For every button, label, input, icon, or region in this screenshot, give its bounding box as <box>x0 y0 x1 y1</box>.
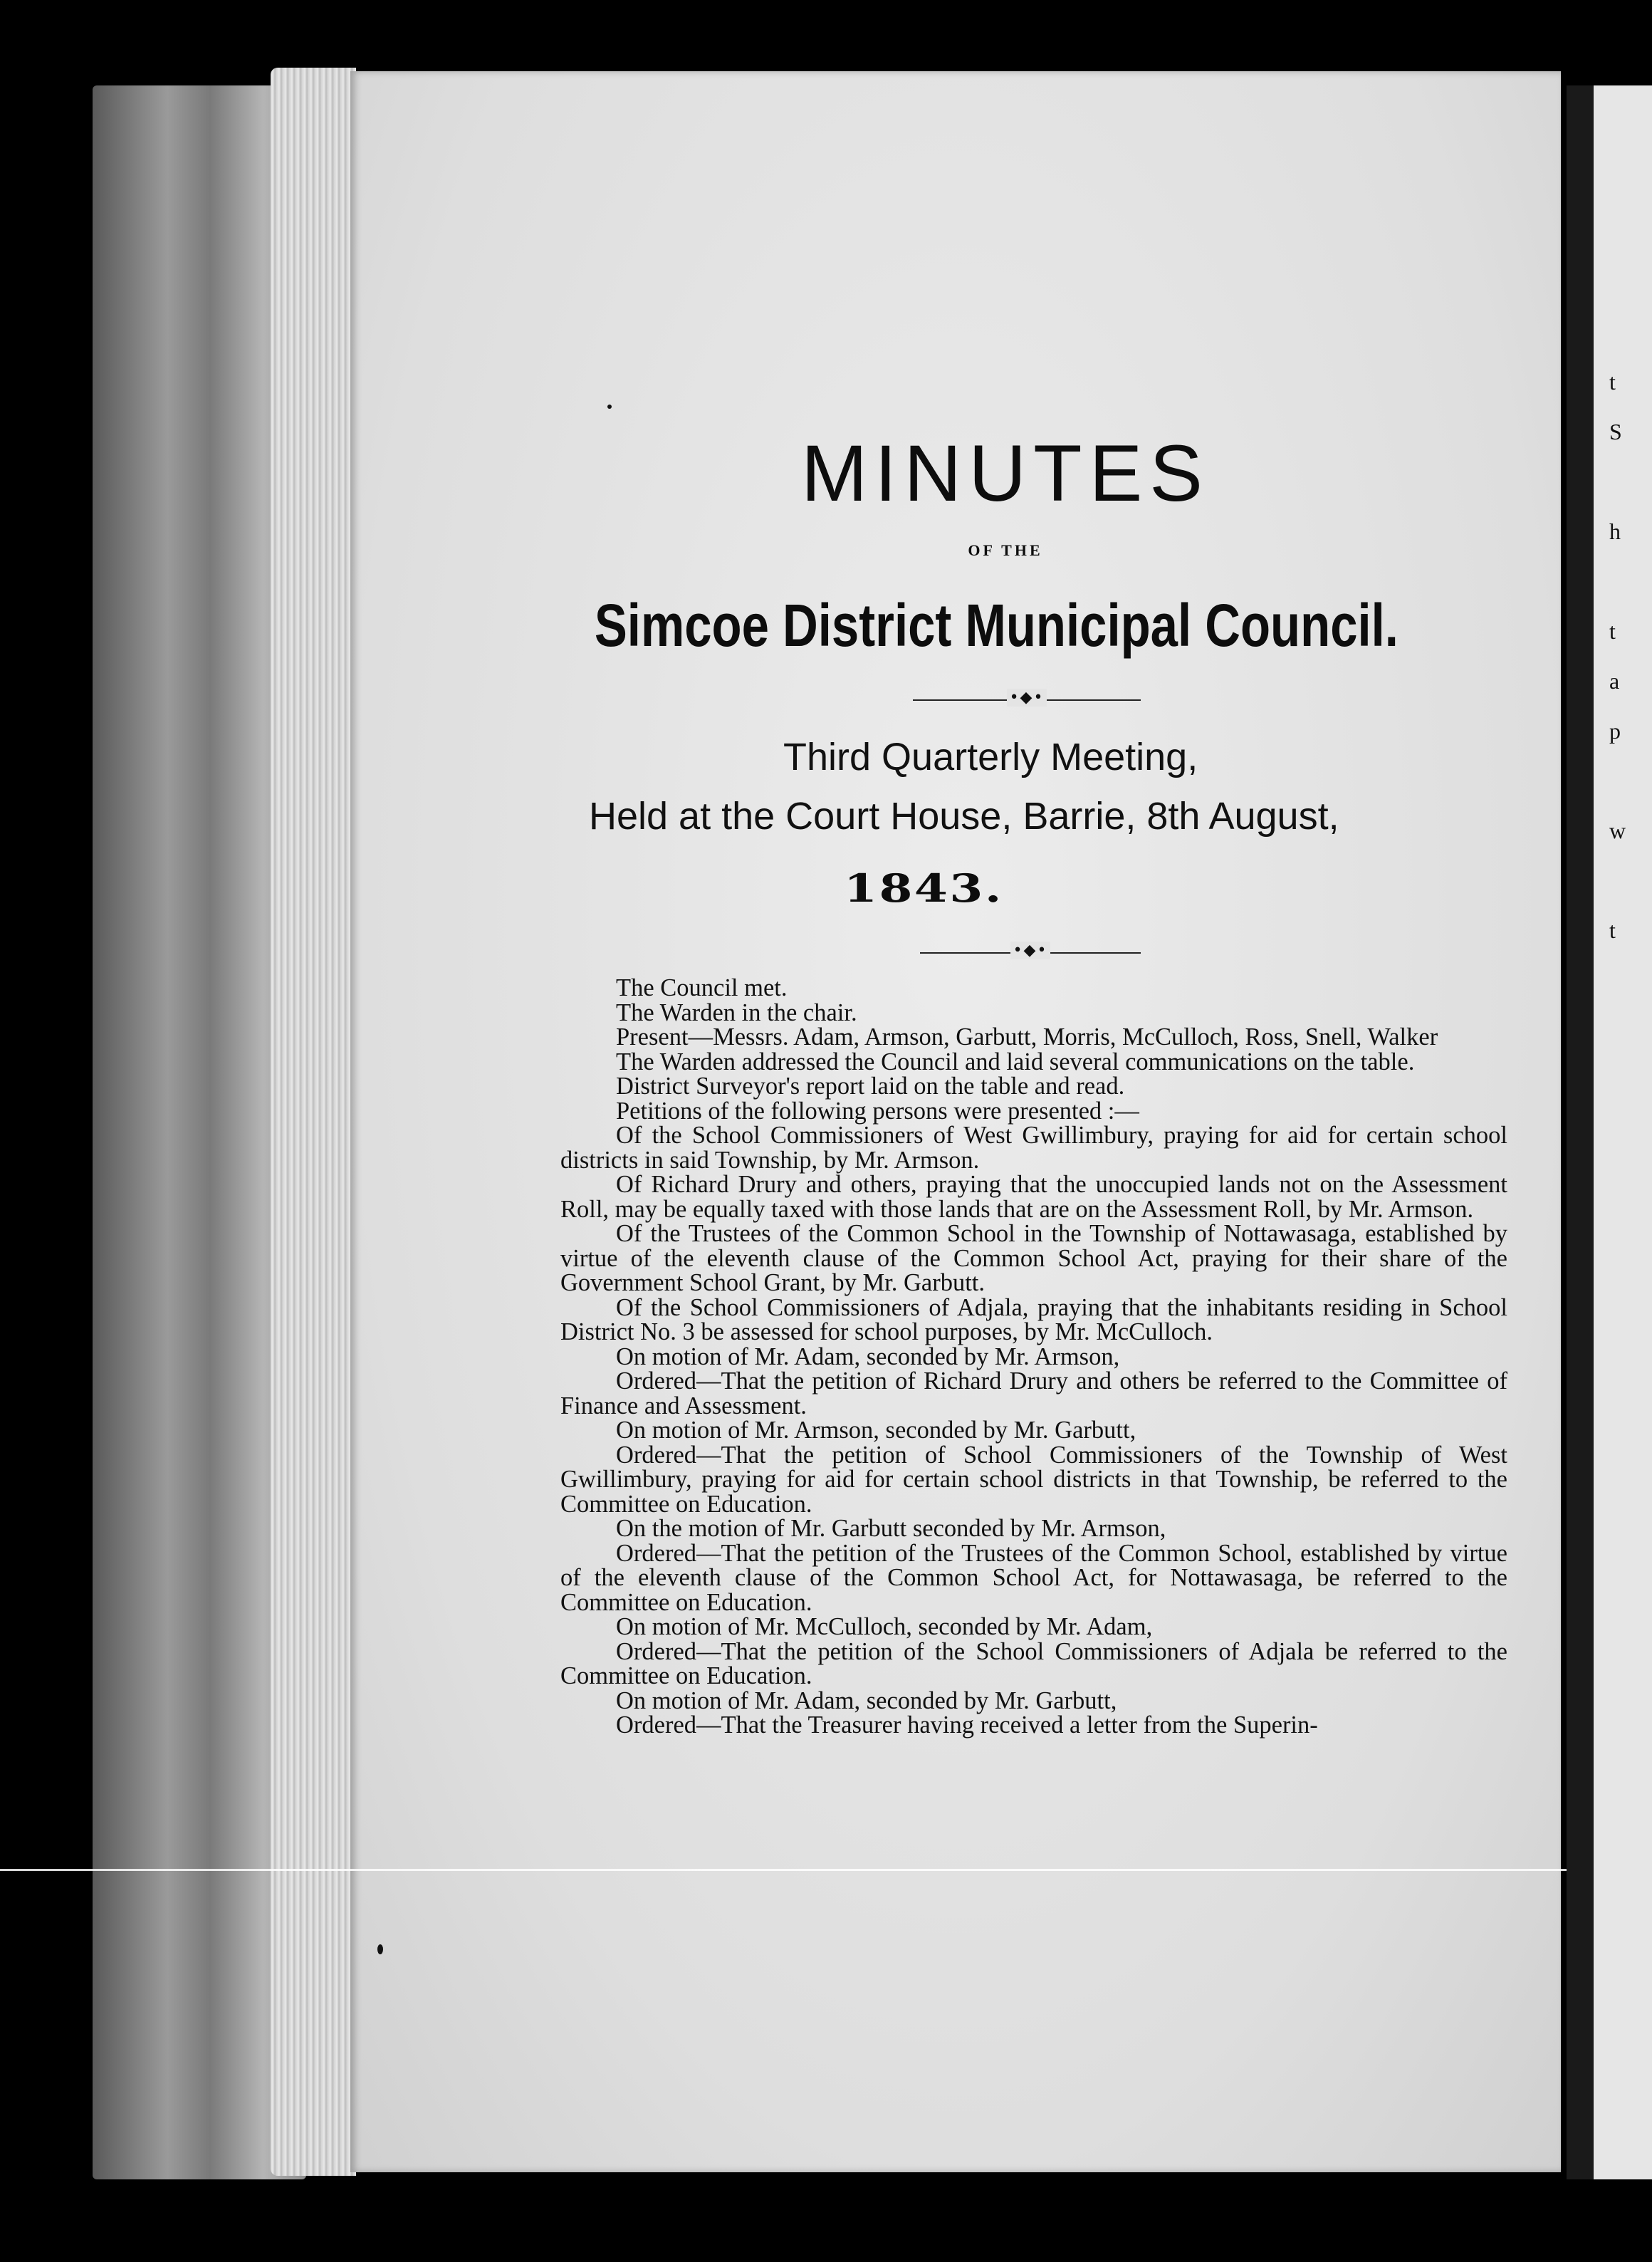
minutes-paragraph: District Surveyor's report laid on the table and read. <box>616 1073 1125 1100</box>
ornament-divider-2 <box>920 942 1141 960</box>
meeting-title: Third Quarterly Meeting, <box>783 736 1198 778</box>
council-name: Simcoe District Municipal Council. <box>594 592 1399 659</box>
document-page <box>350 71 1561 2172</box>
minutes-paragraph: Of the Trustees of the Common School in the Township of Nottawasaga, established by virtue of the eleventh clause of the Common School Act, praying for their share of the Government School Grant, by Mr. Garbutt. <box>560 1220 1507 1296</box>
document-title: MINUTES <box>801 429 1210 518</box>
scan-artifact <box>0 1869 1652 1871</box>
speck <box>377 1944 383 1954</box>
minutes-paragraph: Of Richard Drury and others, praying that the unoccupied lands not on the Assessment Roll, may be equally taxed with those lands that are on the Assessment Roll, by Mr. Armson. <box>560 1171 1507 1223</box>
bleed-through <box>535 367 1547 394</box>
facing-page-letter: p <box>1609 718 1621 744</box>
facing-page-letter: t <box>1609 917 1616 943</box>
facing-page-letter <box>1609 769 1652 819</box>
minutes-paragraph: Ordered—That the petition of the School Commissioners of Adjala be referred to the Committee on Education. <box>560 1637 1507 1689</box>
facing-page-letter: w <box>1609 818 1626 843</box>
minutes-paragraph: Ordered—That the petition of the Trustees of the Common School, established by virtue of the eleventh clause of the Common School Act, for Nottawasaga, be referred to the Committee on Education. <box>560 1539 1507 1616</box>
minutes-paragraph: On motion of Mr. Armson, seconded by Mr. Garbutt, <box>616 1417 1136 1444</box>
facing-page-letter <box>1609 869 1652 919</box>
facing-page-letter: h <box>1609 518 1621 544</box>
meeting-year: 1843. <box>844 865 1003 911</box>
minutes-paragraph: On motion of Mr. Adam, seconded by Mr. Garbutt, <box>616 1687 1117 1714</box>
minutes-paragraph: Of the School Commissioners of West Gwillimbury, praying for aid for certain school districts in said Township, by Mr. Armson. <box>560 1122 1507 1174</box>
minutes-paragraph: On motion of Mr. Adam, seconded by Mr. Armson, <box>616 1343 1120 1370</box>
minutes-paragraph: Petitions of the following persons were presented :— <box>616 1097 1139 1125</box>
minutes-paragraph: The Council met. <box>616 974 788 1001</box>
ornament-glyph: •◆• <box>1007 689 1047 707</box>
facing-page-letter <box>1609 570 1652 620</box>
facing-page-text <box>1609 370 1652 969</box>
facing-page-letter <box>1609 470 1652 520</box>
facing-page-letter: t <box>1609 369 1616 395</box>
facing-page <box>1567 85 1652 2179</box>
meeting-location: Held at the Court House, Barrie, 8th August, <box>589 795 1339 838</box>
minutes-paragraph: Ordered—That the petition of Richard Drury and others be referred to the Committee of Finance and Assessment. <box>560 1367 1507 1419</box>
page-edges <box>271 68 356 2176</box>
ornament-glyph-2: •◆• <box>1010 942 1051 959</box>
facing-page-letter: t <box>1609 618 1616 644</box>
minutes-paragraph: Present—Messrs. Adam, Armson, Garbutt, Morris, McCulloch, Ross, Snell, Walker <box>616 1023 1438 1051</box>
facing-page-letter: S <box>1609 419 1622 444</box>
facing-page-letter: a <box>1609 668 1620 694</box>
speck <box>607 405 612 409</box>
minutes-paragraph: The Warden addressed the Council and laid several communications on the table. <box>616 1048 1415 1075</box>
minutes-paragraph: On motion of Mr. McCulloch, seconded by Mr. Adam, <box>616 1613 1153 1640</box>
minutes-paragraph: On the motion of Mr. Garbutt seconded by Mr. Armson, <box>616 1515 1166 1542</box>
ornament-divider <box>913 689 1141 707</box>
of-the-label: OF THE <box>968 541 1043 559</box>
minutes-paragraph: The Warden in the chair. <box>616 999 857 1026</box>
minutes-body <box>560 976 1507 1738</box>
minutes-paragraph: Ordered—That the petition of School Commissioners of the Township of West Gwillimbury, praying for aid for certain school districts in that Township, be referred to the Committee on Education. <box>560 1441 1507 1518</box>
minutes-paragraph: Of the School Commissioners of Adjala, praying that the inhabitants residing in School District No. 3 be assessed for school purposes, by Mr. McCulloch. <box>560 1293 1507 1345</box>
minutes-paragraph: Ordered—That the Treasurer having received a letter from the Superin- <box>616 1711 1318 1739</box>
